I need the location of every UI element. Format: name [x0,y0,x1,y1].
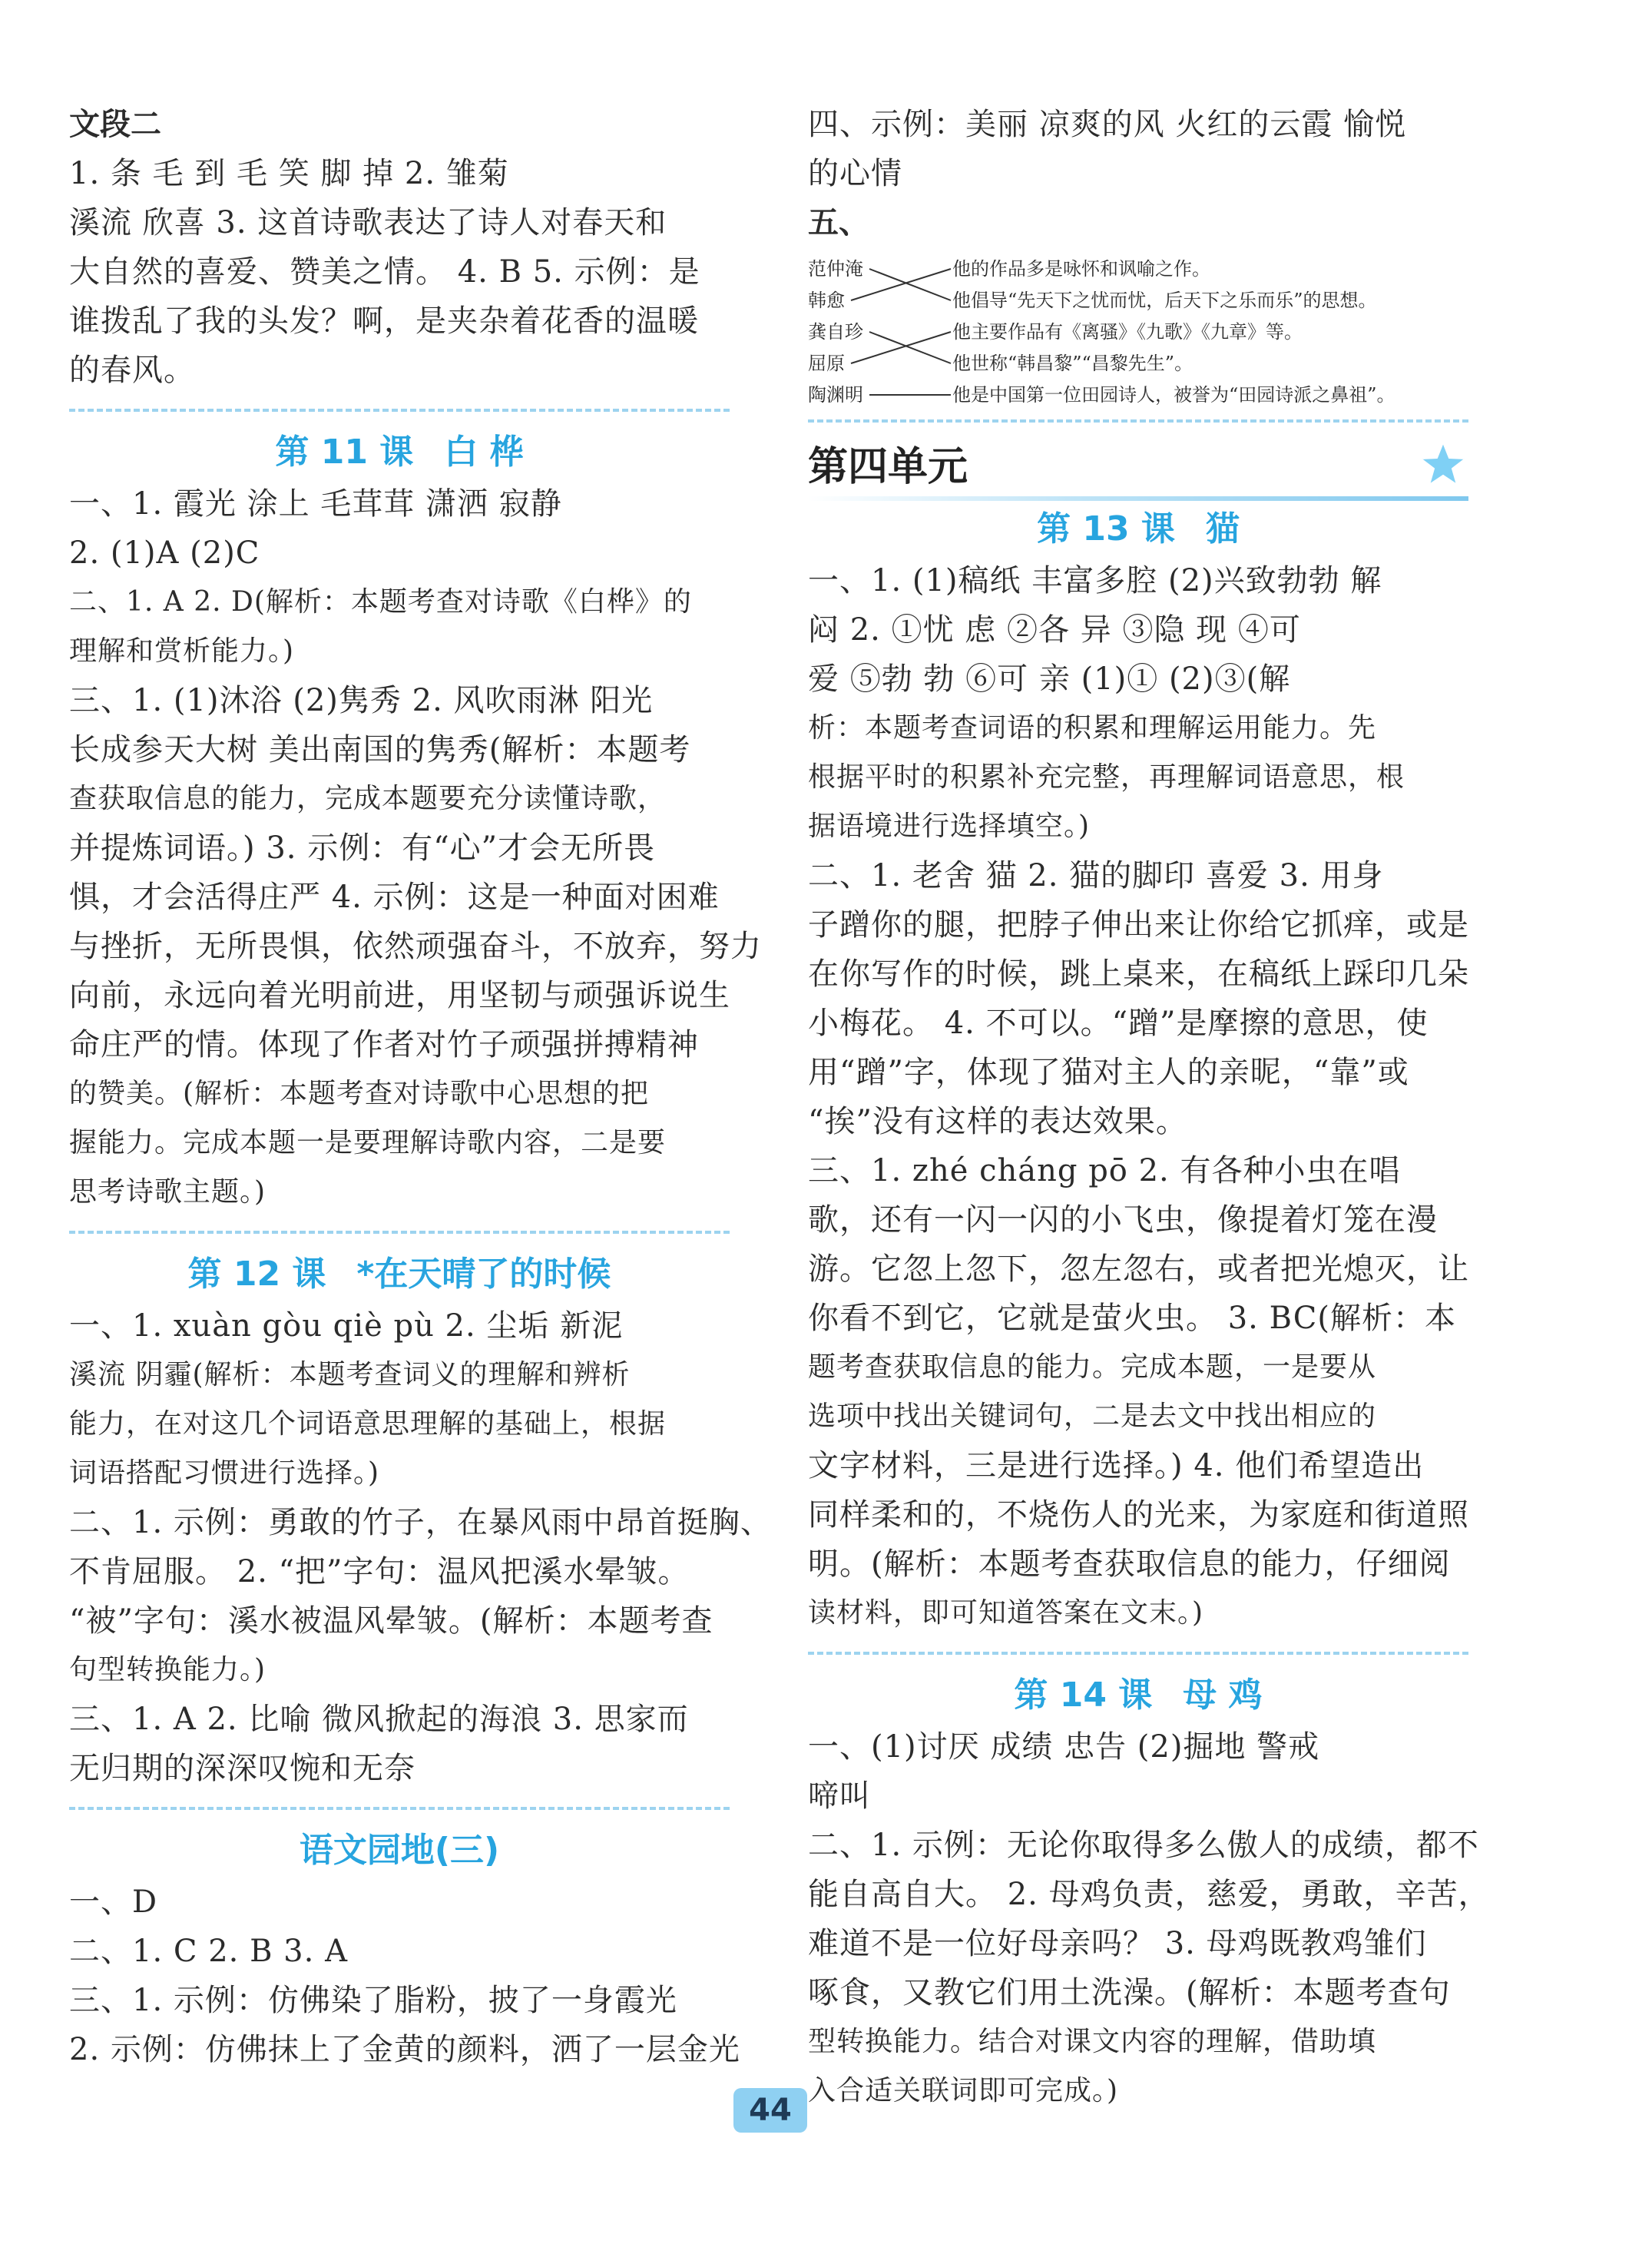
answer-line: 二、1. A 2. D(解析：本题考查对诗歌《白桦》的 [69,586,692,618]
answer-line: 题考查获取信息的能力。完成本题，一是要从 [808,1351,1377,1383]
dashed-divider [808,1652,1468,1655]
answer-line: 无归期的深深叹惋和无奈 [69,1751,415,1786]
answer-line: 明。(解析：本题考查获取信息的能力，仔细阅 [808,1546,1451,1582]
answer-line: 选项中找出关键词句，二是去文中找出相应的 [808,1400,1377,1432]
answer-line: 一、1. xuàn gòu qiè pù 2. 尘垢 新泥 [69,1308,624,1344]
answer-line: 溪流 欣喜 3. 这首诗歌表达了诗人对春天和 [69,205,667,240]
match-description: 他是中国第一位田园诗人，被誉为“田园诗派之鼻祖”。 [952,384,1395,406]
lesson-number: 第 13 课 [1037,509,1175,549]
answer-line: 闷 2. ①忧 虑 ②各 异 ③隐 现 ④可 [808,612,1301,648]
answer-line: 二、1. C 2. B 3. A [69,1934,348,1969]
question-five-label: 五、 [808,204,869,240]
answer-line: 一、1. 霞光 涂上 毛茸茸 潇洒 寂静 [69,486,562,522]
answer-line: 的心情 [808,156,902,191]
answer-line: 1. 条 毛 到 毛 笑 脚 掉 2. 雏菊 [69,156,509,191]
answer-line: 惧，才会活得庄严 4. 示例：这是一种面对困难 [69,880,720,915]
match-description: 他的作品多是咏怀和讽喻之作。 [952,258,1210,280]
answer-line: 型转换能力。结合对课文内容的理解，借助填 [808,2026,1377,2057]
match-description: 他主要作品有《离骚》《九歌》《九章》等。 [952,321,1303,343]
dashed-divider [808,419,1468,423]
unit-heading [808,436,1468,498]
answer-line: 歌，还有一闪一闪的小飞虫，像提着灯笼在漫 [808,1202,1438,1238]
answer-line: 根据平时的积累补充完整，再理解词语意思，根 [808,761,1405,793]
match-description: 他世称“韩昌黎”“昌黎先生”。 [952,353,1193,374]
answer-line: 谁拨乱了我的头发？啊，是夹杂着花香的温暖 [69,303,699,339]
answer-line: 一、(1)讨厌 成绩 忠告 (2)掘地 警戒 [808,1729,1320,1765]
answer-line: 三、1. zhé cháng pō 2. 有各种小虫在唱 [808,1153,1401,1188]
match-name: 屈原 [808,353,845,374]
answer-line: 三、1. (1)沐浴 (2)隽秀 2. 风吹雨淋 阳光 [69,683,654,718]
match-name: 范仲淹 [808,258,863,280]
answer-line: 向前，永远向着光明前进，用坚韧与顽强诉说生 [69,978,730,1013]
match-name: 龚自珍 [808,321,863,343]
answer-line: 溪流 阴霾(解析：本题考查词义的理解和辨析 [69,1359,631,1390]
answer-line: “被”字句：溪水被温风晕皱。(解析：本题考查 [69,1603,713,1639]
answer-line: 能力，在对这几个词语意思理解的基础上，根据 [69,1408,667,1440]
matching-diagram [808,252,1468,413]
unit-title: 第四单元 [808,444,968,490]
answer-line: 四、示例：美丽 凉爽的风 火红的云霞 愉悦 [808,107,1407,142]
answer-line: 啄食，又教它们用土洗澡。(解析：本题考查句 [808,1975,1451,2010]
right-column [808,100,1490,2116]
answer-line: 一、D [69,1884,158,1920]
answer-line: 能自高自大。 2. 母鸡负责，慈爱，勇敢，辛苦， [808,1877,1490,1912]
lesson-11-title [69,426,730,479]
answer-line: 游。它忽上忽下，忽左忽右，或者把光熄灭，让 [808,1251,1469,1287]
answer-line: 2. 示例：仿佛抹上了金黄的颜料，洒了一层金光 [69,2032,740,2067]
lesson-12-title [69,1248,730,1301]
match-name: 陶渊明 [808,384,863,406]
answer-line: 析：本题考查词语的积累和理解运用能力。先 [808,712,1377,744]
answer-line: 握能力。完成本题一是要理解诗歌内容，二是要 [69,1127,667,1158]
answer-line: 文字材料，三是进行选择。) 4. 他们希望造出 [808,1448,1425,1483]
answer-line: 二、1. 示例：无论你取得多么傲人的成绩，都不 [808,1828,1479,1863]
lesson-number: 第 12 课 [187,1255,326,1294]
garden-3-title [69,1824,730,1878]
left-column [69,100,772,2074]
answer-line: 的赞美。(解析：本题考查对诗歌中心思想的把 [69,1078,650,1109]
answer-line: 的春风。 [69,353,195,388]
answer-line: 三、1. 示例：仿佛染了脂粉，披了一身霞光 [69,1983,677,2018]
answer-line: “挨”没有这样的表达效果。 [808,1104,1187,1139]
lesson-14-title [808,1669,1468,1722]
answer-line: 长成参天大树 美出南国的隽秀(解析：本题考 [69,732,691,767]
answer-line: 一、1. (1)稿纸 丰富多腔 (2)兴致勃勃 解 [808,563,1382,598]
section-heading-2: 文段二 [69,106,161,142]
answer-line: 小梅花。 4. 不可以。“蹭”是摩擦的意思，使 [808,1006,1429,1041]
lesson-name: 母 鸡 [1183,1676,1263,1715]
answer-line: 入合适关联词即可完成。) [808,2075,1119,2106]
match-description: 他倡导“先天下之忧而忧，后天下之乐而乐”的思想。 [952,290,1377,311]
answer-line: 二、1. 示例：勇敢的竹子，在暴风雨中昂首挺胸、 [69,1505,772,1540]
page-number: 44 [733,2088,807,2133]
answer-line: 查获取信息的能力，完成本题要充分读懂诗歌， [69,783,667,814]
answer-line: 据语境进行选择填空。) [808,810,1091,842]
answer-line: 并提炼词语。) 3. 示例：有“心”才会无所畏 [69,830,656,866]
lesson-number: 第 11 课 [275,433,414,472]
match-name: 韩愈 [808,290,845,311]
answer-line: 你看不到它，它就是萤火虫。 3. BC(解析：本 [808,1301,1456,1336]
answer-line: 理解和赏析能力。) [69,635,295,667]
lesson-name: 猫 [1205,509,1240,549]
answer-line: 思考诗歌主题。) [69,1176,267,1208]
lesson-name: 语文园地(三) [299,1831,500,1870]
answer-line: 二、1. 老舍 猫 2. 猫的脚印 喜爱 3. 用身 [808,858,1384,893]
answer-line: 词语搭配习惯进行选择。) [69,1457,380,1489]
answer-line: 同样柔和的，不烧伤人的光来，为家庭和街道照 [808,1497,1469,1533]
answer-line: 子蹭你的腿，把脖子伸出来让你给它抓痒，或是 [808,907,1469,943]
answer-line: 用“蹭”字，体现了猫对主人的亲昵，“靠”或 [808,1055,1409,1090]
answer-line: 大自然的喜爱、赞美之情。 4. B 5. 示例：是 [69,254,700,290]
dashed-divider [69,1231,730,1234]
answer-line: 命庄严的情。体现了作者对竹子顽强拼搏精神 [69,1027,699,1062]
answer-line: 在你写作的时候，跳上桌来，在稿纸上踩印几朵 [808,956,1469,992]
dashed-divider [69,1807,730,1810]
unit-underline [808,496,1468,501]
answer-line: 难道不是一位好母亲吗？ 3. 母鸡既教鸡雏们 [808,1926,1427,1961]
answer-line: 2. (1)A (2)C [69,535,260,571]
answer-line: 与挫折，无所畏惧，依然顽强奋斗，不放弃，努力 [69,929,762,964]
lesson-number: 第 14 课 [1014,1676,1153,1715]
lesson-13-title [808,502,1468,556]
answer-line: 不肯屈服。 2. “把”字句：温风把溪水晕皱。 [69,1554,690,1589]
answer-line: 三、1. A 2. 比喻 微风掀起的海浪 3. 思家而 [69,1702,689,1737]
answer-line: 读材料，即可知道答案在文末。) [808,1597,1204,1629]
lesson-name: *在天晴了的时候 [356,1255,611,1294]
answer-line: 爱 ⑤勃 勃 ⑥可 亲 (1)① (2)③(解 [808,661,1291,697]
answer-line: 句型转换能力。) [69,1654,267,1685]
lesson-name: 白 桦 [444,433,524,472]
star-icon [1418,439,1468,490]
dashed-divider [69,409,730,412]
answer-line: 啼叫 [808,1778,871,1814]
